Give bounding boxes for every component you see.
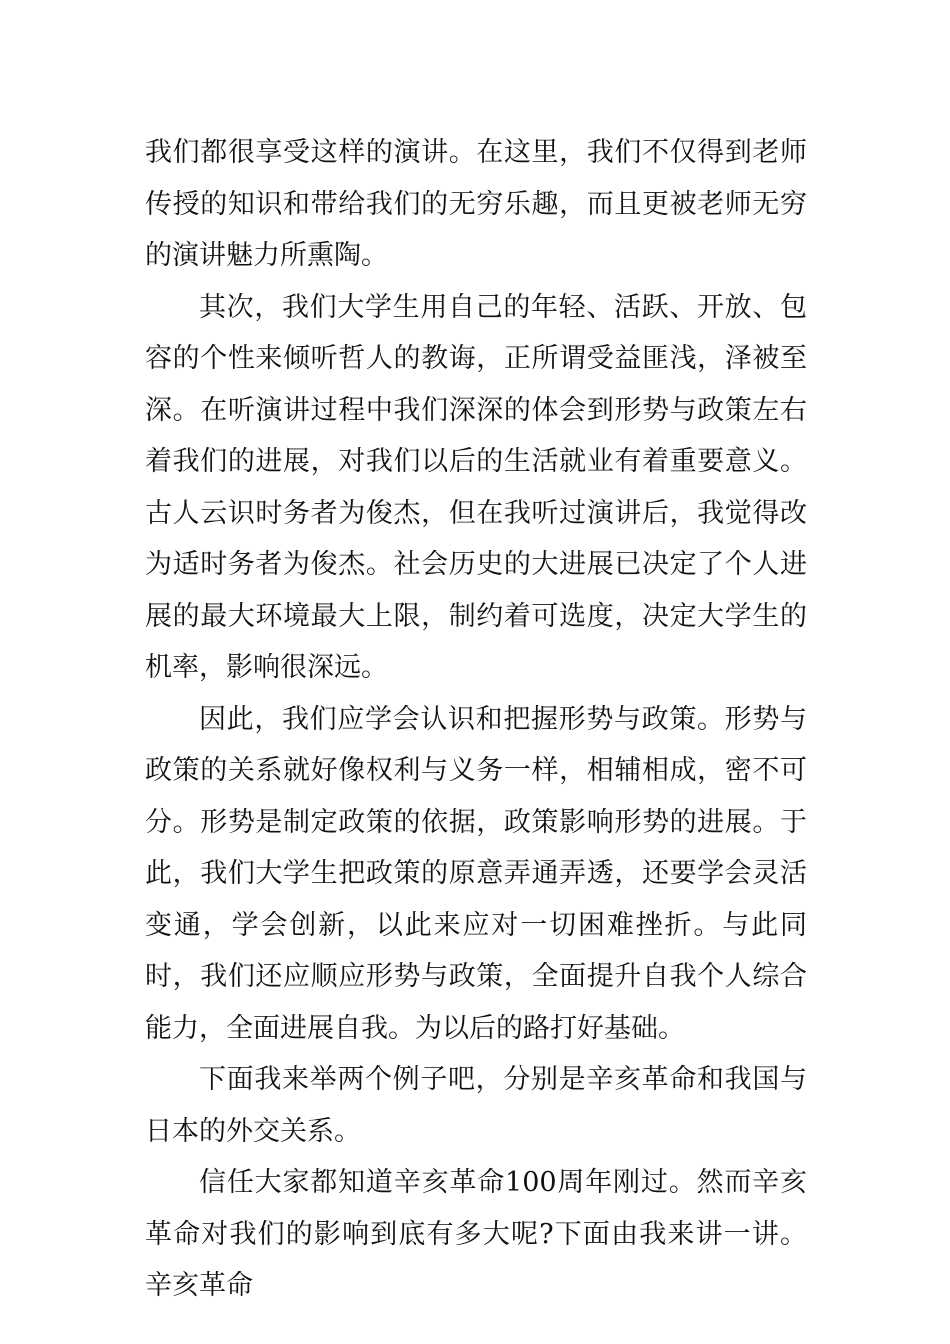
document-body bbox=[145, 127, 807, 1312]
paragraph-secondly: 其次，我们大学生用自己的年轻、活跃、开放、包容的个性来倾听哲人的教诲，正所谓受益匪浅，泽被至深。在听演讲过程中我们深深的体会到形势与政策左右着我们的进展，对我们以后的生活就业有着重要意义。古人云识时务者为俊杰，但在我听过演讲后，我觉得改为适时务者为俊杰。社会历史的大进展已决定了个人进展的最大环境最大上限，制约着可选度，决定大学生的机率，影响很深远。 bbox=[145, 291, 807, 683]
paragraph-continuation: 我们都很享受这样的演讲。在这里，我们不仅得到老师传授的知识和带给我们的无穷乐趣，而且更被老师无穷的演讲魅力所熏陶。 bbox=[145, 137, 807, 271]
paragraph-therefore: 因此，我们应学会认识和把握形势与政策。形势与政策的关系就好像权利与义务一样，相辅相成，密不可分。形势是制定政策的依据，政策影响形势的进展。于此，我们大学生把政策的原意弄通弄透，还要学会灵活变通，学会创新，以此来应对一切困难挫折。与此同时，我们还应顺应形势与政策，全面提升自我个人综合能力，全面进展自我。为以后的路打好基础。 bbox=[145, 703, 807, 1044]
paragraph-examples-intro: 下面我来举两个例子吧，分别是辛亥革命和我国与日本的外交关系。 bbox=[145, 1064, 807, 1147]
paragraph-xinhai-revolution: 信任大家都知道辛亥革命100周年刚过。然而辛亥革命对我们的影响到底有多大呢?下面由我来讲一讲。辛亥革命 bbox=[145, 1167, 807, 1301]
